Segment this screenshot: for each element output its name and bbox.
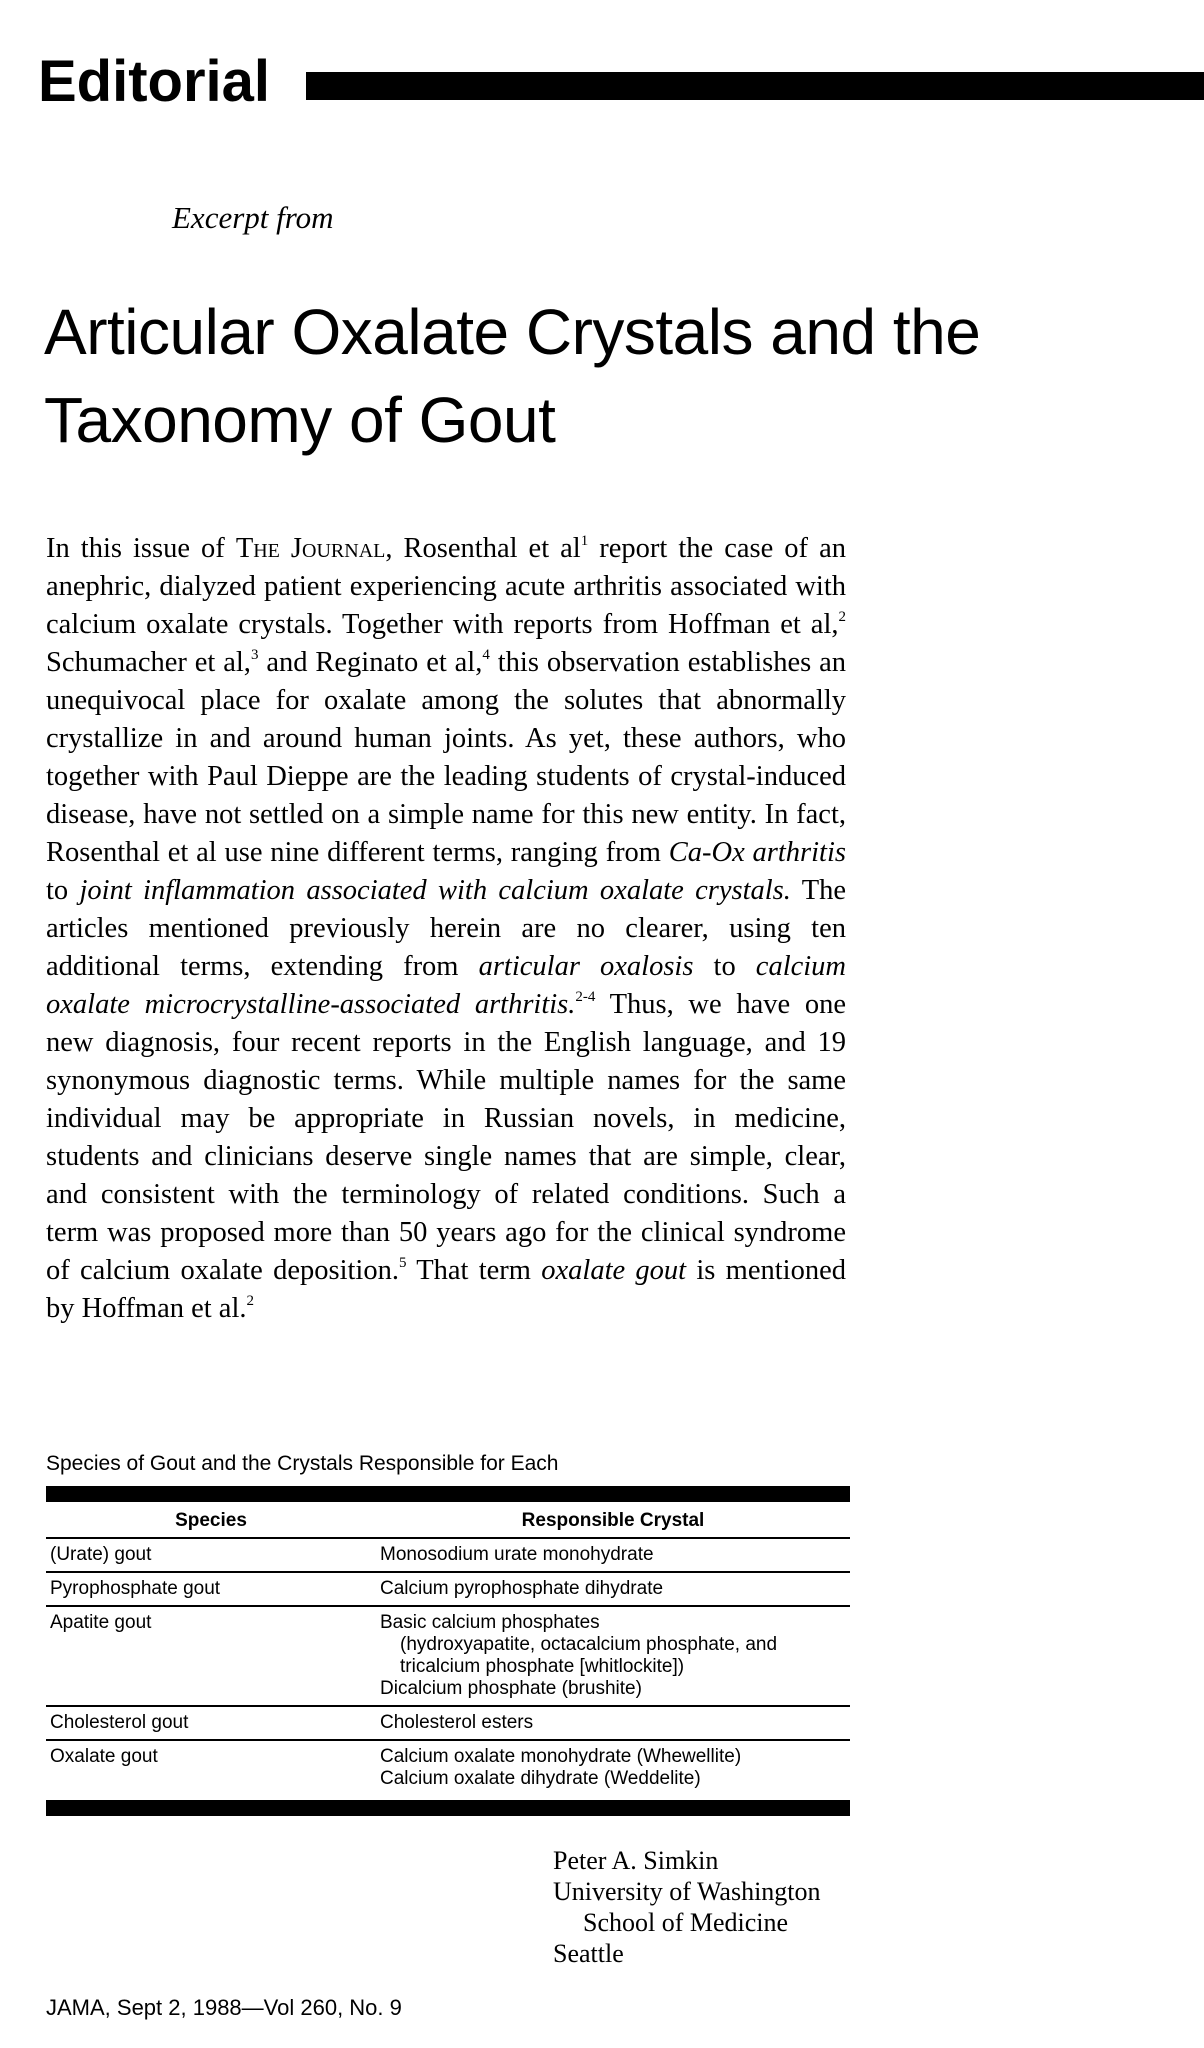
crystal-cell bbox=[376, 1538, 850, 1572]
table-bottom-rule bbox=[46, 1800, 850, 1816]
table-row bbox=[46, 1740, 850, 1800]
crystal-line: Dicalcium phosphate (brushite) bbox=[380, 1678, 642, 1699]
body-text-run: Schumacher et al, bbox=[46, 647, 251, 678]
crystal-line: (hydroxyapatite, octacalcium phosphate, and bbox=[400, 1634, 778, 1655]
excerpt-label: Excerpt from bbox=[172, 200, 334, 235]
table-row bbox=[46, 1538, 850, 1572]
italic-term: joint inflammation associated with calcium oxalate crystals. bbox=[79, 875, 791, 906]
table-body bbox=[46, 1502, 850, 1800]
table-row bbox=[46, 1572, 850, 1606]
article-title: Articular Oxalate Crystals and the Taxonomy of Gout bbox=[44, 296, 981, 456]
table-row bbox=[46, 1606, 850, 1706]
journal-citation: JAMA, Sept 2, 1988—Vol 260, No. 9 bbox=[46, 1995, 402, 2020]
editorial-header bbox=[38, 50, 1204, 114]
crystal-cell bbox=[376, 1606, 850, 1706]
column-header-species: Species bbox=[46, 1502, 376, 1538]
author-name: Peter A. Simkin bbox=[553, 1846, 719, 1875]
section-label: Editorial bbox=[38, 49, 271, 114]
italic-term: calcium oxalate microcrystalline-associated arthritis. bbox=[46, 951, 847, 1020]
journal-name: The Journal bbox=[235, 533, 386, 564]
crystal-line: Calcium oxalate monohydrate (Whewellite) bbox=[380, 1746, 742, 1767]
table-top-rule bbox=[46, 1486, 850, 1502]
species-cell: Pyrophosphate gout bbox=[46, 1572, 376, 1606]
table-caption: Species of Gout and the Crystals Responsible for Each bbox=[46, 1452, 559, 1475]
reference-marker: 1 bbox=[580, 533, 589, 549]
reference-marker: 2-4 bbox=[575, 989, 596, 1005]
body-text-run: to bbox=[693, 951, 756, 982]
italic-term: articular oxalosis bbox=[478, 951, 694, 982]
body-text-run: to bbox=[46, 875, 80, 906]
reference-marker: 3 bbox=[250, 647, 259, 663]
italic-term: oxalate gout bbox=[541, 1255, 687, 1286]
header-rule bbox=[306, 72, 1204, 100]
crystal-line: Calcium oxalate dihydrate (Weddelite) bbox=[380, 1768, 701, 1789]
article-body bbox=[46, 530, 846, 1328]
crystal-line: Cholesterol esters bbox=[380, 1712, 534, 1733]
body-text-run: and Reginato et al, bbox=[258, 647, 483, 678]
table-row bbox=[46, 1706, 850, 1740]
gout-species-table bbox=[46, 1486, 850, 1816]
crystal-cell bbox=[376, 1706, 850, 1740]
author-school: School of Medicine bbox=[583, 1908, 789, 1937]
column-header-crystal: Responsible Crystal bbox=[376, 1502, 850, 1538]
crystal-cell bbox=[376, 1572, 850, 1606]
body-text-run: report the case of an anephric, dialyzed patient experiencing acute arthritis associated with calcium oxalate crystals. Together with reports from Hoffman et al, bbox=[46, 533, 846, 640]
body-text-run: this observation establishes an unequivocal place for oxalate among the solutes that abnormally crystallize in and around human joints. As yet, these authors, who together with Paul Dieppe are the leading students of crystal-induced disease, have not settled on a simple name for this new entity. In fact, Rosenthal et al use nine different terms, ranging from bbox=[46, 647, 846, 868]
crystal-line: Monosodium urate monohydrate bbox=[380, 1544, 654, 1565]
table-header-row bbox=[46, 1502, 850, 1538]
species-cell: Oxalate gout bbox=[50, 1746, 158, 1767]
italic-term: Ca-Ox arthritis bbox=[668, 837, 846, 868]
body-text-run: is mentioned by Hoffman et al. bbox=[46, 1255, 846, 1324]
reference-marker: 4 bbox=[482, 647, 490, 663]
crystal-line: tricalcium phosphate [whitlockite]) bbox=[400, 1656, 685, 1677]
author-city: Seattle bbox=[553, 1939, 624, 1968]
body-text-run: , Rosenthal et al bbox=[385, 533, 581, 564]
body-text-run: Thus, we have one new diagnosis, four recent reports in the English language, and 19 synonymous diagnostic terms. While multiple names for the same individual may be appropriate in Russian novels, in medicine, students and clinicians deserve single names that are simple, clear, and consistent with the terminology of related conditions. Such a term was proposed more than 50 years ago for the clinical syndrome of calcium oxalate deposition. bbox=[46, 989, 846, 1286]
species-cell: Apatite gout bbox=[46, 1606, 376, 1706]
species-cell: (Urate) gout bbox=[46, 1538, 376, 1572]
body-text-run: That term bbox=[406, 1255, 542, 1286]
crystal-cell bbox=[376, 1740, 850, 1800]
author-institution: University of Washington bbox=[553, 1877, 821, 1906]
reference-marker: 2 bbox=[838, 609, 846, 625]
crystal-line: Basic calcium phosphates bbox=[380, 1612, 600, 1633]
species-cell: Cholesterol gout bbox=[46, 1706, 376, 1740]
body-paragraph bbox=[46, 530, 846, 1328]
crystal-line: Calcium pyrophosphate dihydrate bbox=[380, 1578, 664, 1599]
reference-marker: 5 bbox=[398, 1255, 407, 1271]
reference-marker: 2 bbox=[246, 1293, 255, 1309]
body-text-run: The articles mentioned previously herein are no clearer, using ten additional terms, extending from bbox=[46, 875, 847, 982]
author-signature bbox=[553, 1845, 821, 1969]
body-text-run: In this issue of bbox=[46, 533, 236, 564]
